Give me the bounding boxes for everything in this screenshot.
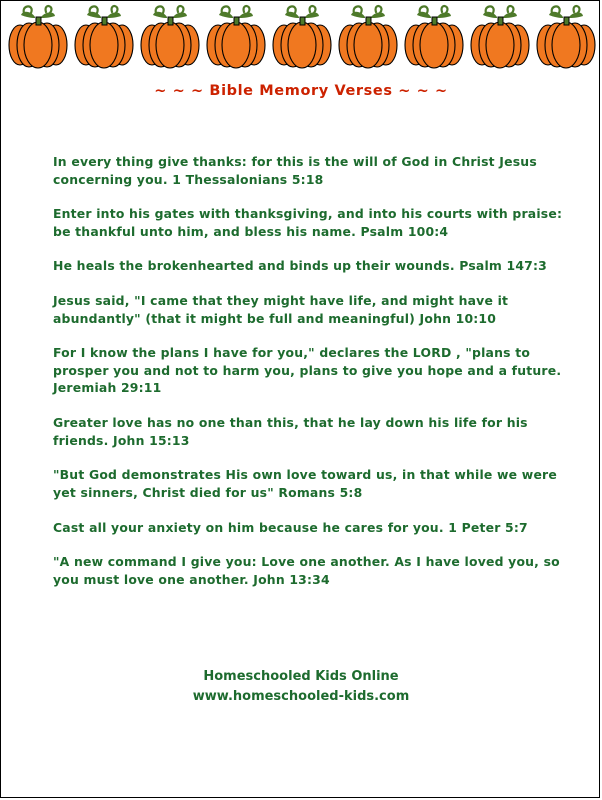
pumpkin-icon [401,1,467,73]
verse-list [53,153,565,605]
pumpkin-icon [467,1,533,73]
pumpkin-icon [203,1,269,73]
verse-item: "A new command I give you: Love one another. As I have loved you, so you must love one another. John 13:34 [53,554,560,587]
verse-item: "But God demonstrates His own love toward us, in that while we were yet sinners, Christ died for us" Romans 5:8 [53,467,557,500]
pumpkin-icon [5,1,71,73]
verse-item: Jesus said, "I came that they might have life, and might have it abundantly" (that it might be full and meaningful) John 10:10 [53,293,509,326]
verse-item: For I know the plans I have for you," declares the LORD , "plans to prosper you and not to harm you, plans to give you hope and a future. Jeremiah 29:11 [53,345,562,396]
verse-item: Enter into his gates with thanksgiving, and into his courts with praise: be thankful unto him, and bless his name. Psalm 100:4 [53,206,563,239]
footer-site-name: Homeschooled Kids Online [203,669,399,684]
verse-item: Cast all your anxiety on him because he cares for you. 1 Peter 5:7 [53,519,528,535]
pumpkin-icon [71,1,137,73]
pumpkin-icon [533,1,599,73]
footer [1,667,601,707]
pumpkin-border [1,1,601,73]
verse-item: He heals the brokenhearted and binds up their wounds. Psalm 147:3 [53,258,547,274]
pumpkin-icon [335,1,401,73]
pumpkin-icon [269,1,335,73]
pumpkin-icon [137,1,203,73]
verse-item: Greater love has no one than this, that he lay down his life for his friends. John 15:13 [53,415,528,448]
verse-item: In every thing give thanks: for this is the will of God in Christ Jesus concerning you. 1 Thessalonians 5:18 [53,154,537,187]
page-title: ~ ~ ~ Bible Memory Verses ~ ~ ~ [154,83,448,99]
footer-site-url: www.homeschooled-kids.com [192,689,410,705]
